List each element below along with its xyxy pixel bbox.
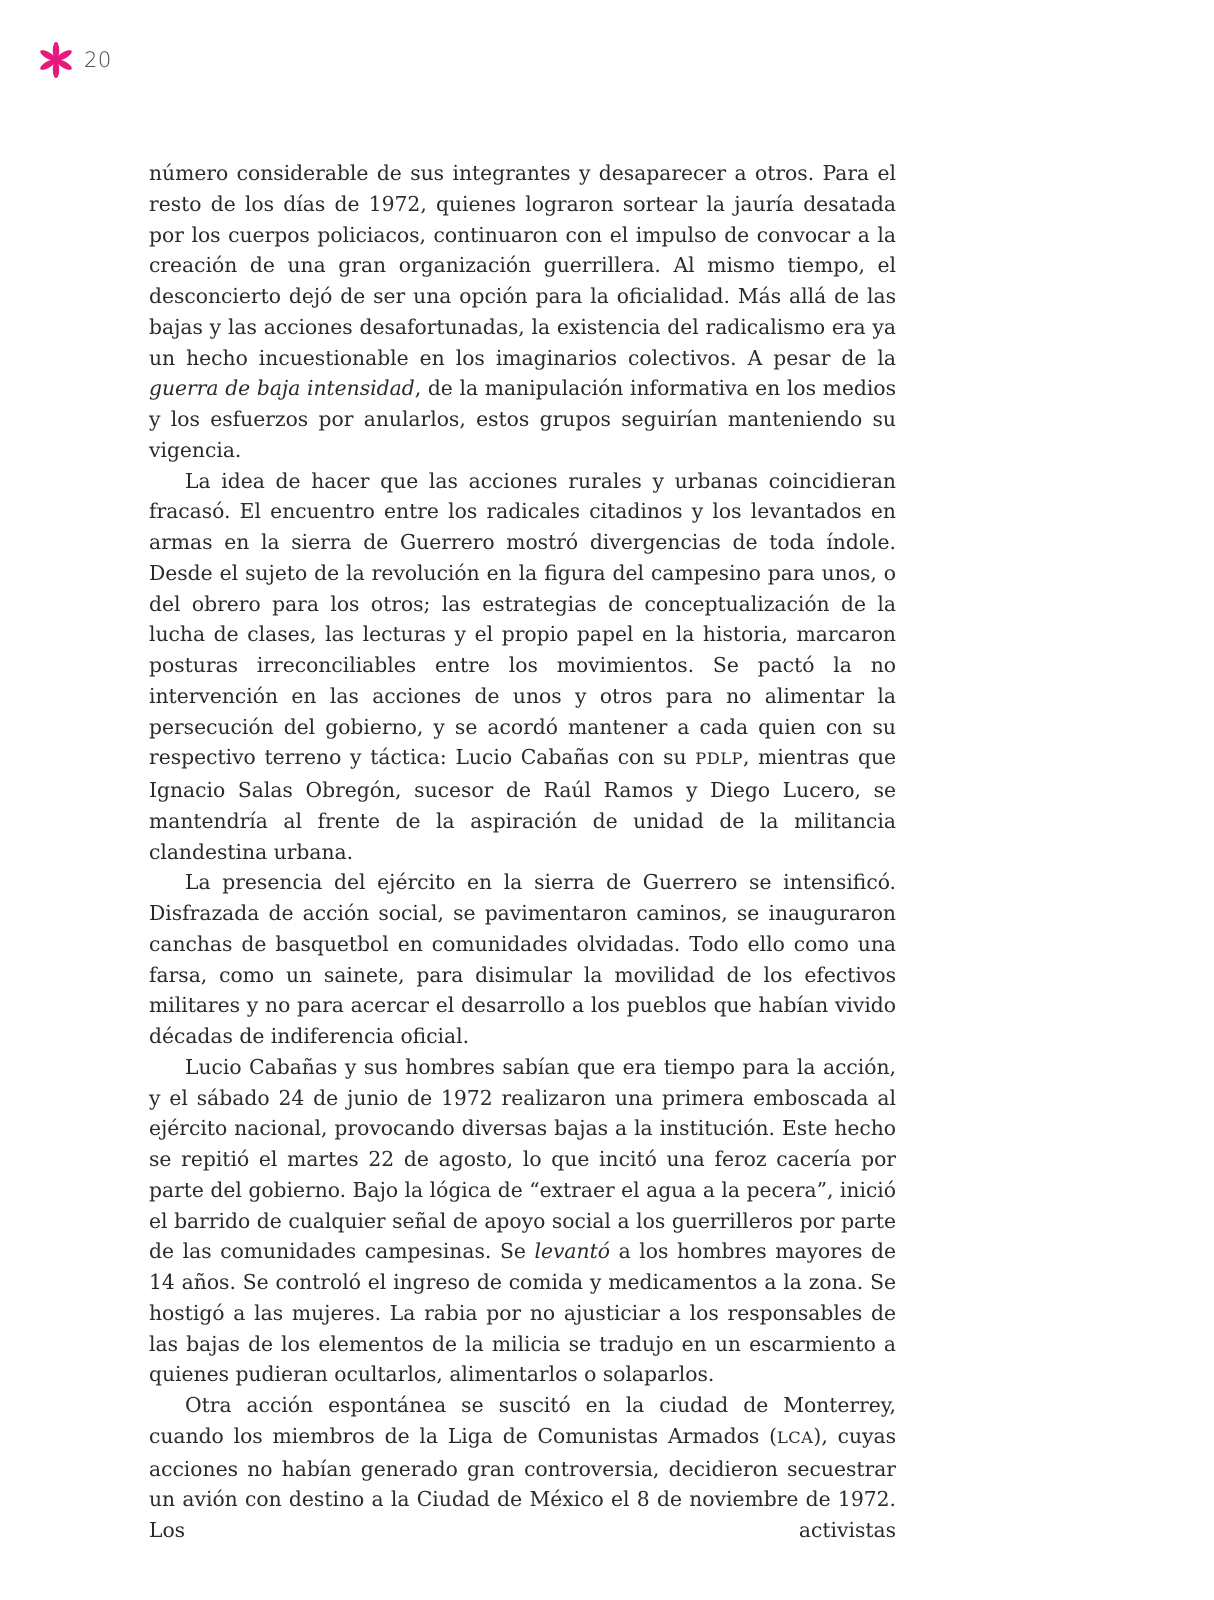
paragraph-1 (149, 158, 896, 466)
paragraph-2-text-a: La idea de hacer que las acciones rurales y urbanas coincidieran fracasó. El encuentro entre los radicales citadinos y los levantados en armas en la sierra de Guerrero mostró divergencias de toda índole. Desde el sujeto de la revolución en la figura del campesino para unos, o del obrero para los otros; las estrategias de conceptualización de la lucha de clases, las lecturas y el propio papel en la historia, marcaron posturas irreconciliables entre los movimientos. Se pactó la no intervención en las acciones de unos y otros para no alimentar la persecución del gobierno, y se acordó mantener a cada quien con su respectivo terreno y táctica: Lucio Cabañas con su (149, 468, 896, 770)
paragraph-2 (149, 466, 896, 868)
paragraph-3 (149, 867, 896, 1052)
paragraph-1-text-a: número considerable de sus integrantes y desaparecer a otros. Para el resto de los días de 1972, quienes lograron sortear la jauría desatada por los cuerpos policiacos, continuaron con el impulso de convocar a la creación de una gran organización guerrillera. Al mismo tiempo, el desconcierto dejó de ser una opción para la oficialidad. Más allá de las bajas y las acciones desafortunadas, la existencia del radicalismo era ya un hecho incuestionable en los imaginarios colectivos. A pesar de la (149, 161, 896, 370)
paragraph-4-italic: levantó (534, 1239, 610, 1264)
page-number: 20 (84, 48, 112, 72)
paragraph-4 (149, 1052, 896, 1390)
body-text (149, 158, 896, 1546)
paragraph-3-text: La presencia del ejército en la sierra de Guerrero se intensificó. Disfrazada de acción social, se pavimentaron caminos, se inauguraron canchas de basquetbol en comunidades olvidadas. Todo ello como una farsa, como un sainete, para disimular la movilidad de los efectivos militares y no para acercar el desarrollo a los pueblos que habían vivido décadas de indiferencia oficial. (149, 870, 896, 1048)
paragraph-1-italic: guerra de baja intensidad (149, 376, 415, 401)
paragraph-5 (149, 1390, 896, 1546)
paragraph-4-text-a: Lucio Cabañas y sus hombres sabían que era tiempo para la acción, y el sábado 24 de junio de 1972 realizaron una primera emboscada al ejército nacional, provocando diversas bajas a la institución. Este hecho se repitió el martes 22 de agosto, lo que incitó una feroz cacería por parte del gobierno. Bajo la lógica de “extraer el agua a la pecera”, inició el barrido de cualquier señal de apoyo social a los guerrilleros por parte de las comunidades campesinas. Se (149, 1054, 896, 1264)
page-header (38, 42, 112, 78)
paragraph-5-abbreviation: LCA (776, 1427, 814, 1447)
paragraph-2-text-b: , mientras que Ignacio Salas Obregón, sucesor de Raúl Ramos y Diego Lucero, se mantendría al frente de la aspiración de unidad de la militancia clandestina urbana. (149, 745, 897, 864)
paragraph-2-abbreviation: PDLP (695, 749, 743, 769)
paragraph-5-text-b: ), cuyas acciones no habían generado gran controversia, decidieron secuestrar un avión con destino a la Ciudad de México el 8 de noviembre de 1972. Los activistas (149, 1423, 896, 1542)
paragraph-4-text-b: a los hombres mayores de 14 años. Se controló el ingreso de comida y medicamentos a la zona. Se hostigó a las mujeres. La rabia por no ajusticiar a los responsables de las bajas de los elementos de la milicia se tradujo en un escarmiento a quienes pudieran ocultarlos, alimentarlos o solaparlos. (149, 1239, 896, 1387)
asterisk-icon (38, 42, 74, 78)
paragraph-5-text-a: Otra acción espontánea se suscitó en la ciudad de Monterrey, cuando los miembros de la Liga de Comunistas Armados ( (149, 1393, 896, 1448)
paragraph-1-text-b: , de la manipulación informativa en los medios y los esfuerzos por anularlos, estos grupos seguirían manteniendo su vigencia. (149, 376, 896, 462)
